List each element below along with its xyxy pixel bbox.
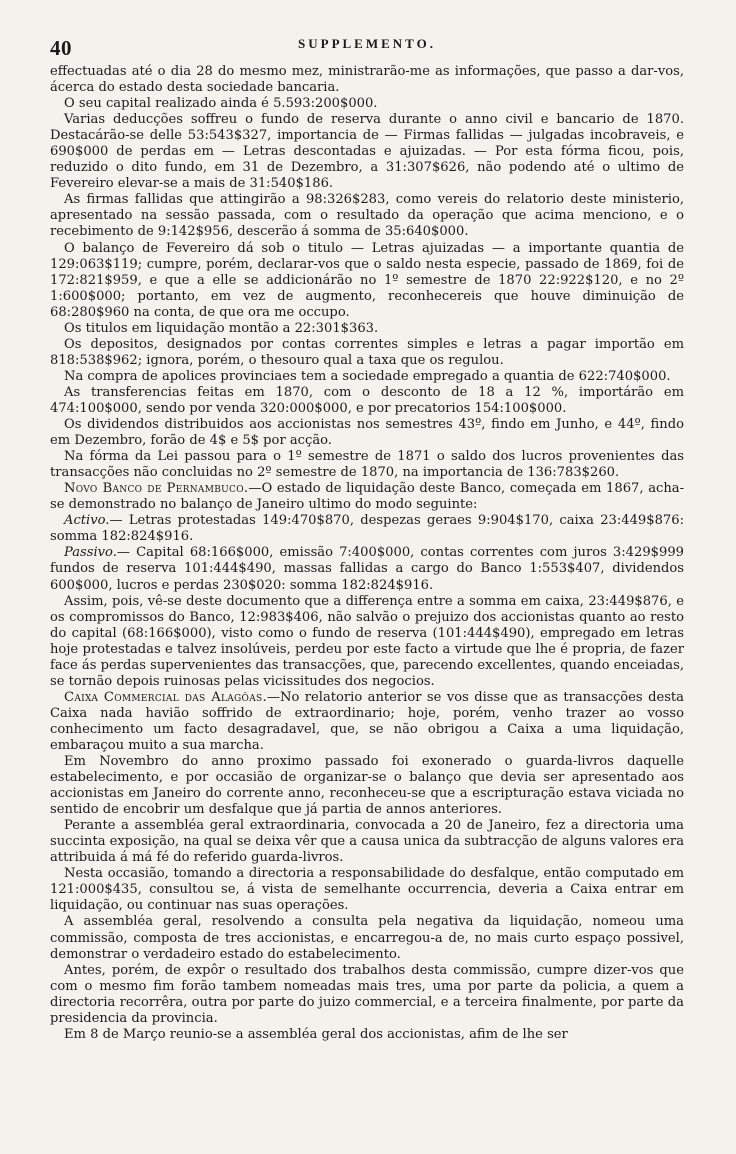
paragraph: Os depositos, designados por contas correntes simples e letras a pagar importão em 818:538$962; ignora, porém, o thesouro qual a taxa que os regulou. [50, 336, 684, 368]
paragraph: Nesta occasião, tomando a directoria a responsabilidade do desfalque, então computado em 121:000$435, consultou se, á vista de semelhante occurrencia, deveria a Caixa entrar em liquidação, ou continuar nas suas operações. [50, 866, 684, 914]
paragraph-activo: Activo.— Letras protestadas 149:470$870, despezas geraes 9:904$170, caixa 23:449$876: somma 182:824$916. [50, 513, 684, 545]
paragraph: As firmas fallidas que attingirão a 98:326$283, como vereis do relatorio deste ministerio, apresentado na sessão passada, com o resultado da operação que acima menciono, e o recebimento de 9:142$956, descerão á somma de 35:640$000. [50, 192, 684, 240]
paragraph: Em Novembro do anno proximo passado foi exonerado o guarda-livros daquelle estabelecimento, e por occasião de organizar-se o balanço que devia ser apresentado aos accionistas em Janeiro do corrente anno, reconheceu-se que a escripturação estava viciada no sentido de encobrir um desfalque que já partia de annos anteriores. [50, 754, 684, 818]
paragraph: Em 8 de Março reunio-se a assembléa geral dos accionistas, afim de lhe ser [64, 1026, 568, 1042]
running-title: SUPPLEMENTO. [298, 36, 436, 51]
paragraph: O balanço de Fevereiro dá sob o titulo — Letras ajuizadas — a importante quantia de 129:063$119; cumpre, porém, declarar-vos que o saldo nesta especie, passado de 1869, foi de 172:821$959, e que a elle se addicionárão no 1º semestre de 1870 22:922$120, e no 2º 1:600$000; portanto, em vez de augmento, reconhecereis que houve diminuição de 68:280$960 na conta, de que ora me occupo. [50, 240, 684, 320]
page-number: 40 [50, 36, 72, 60]
section-paragraph-novo-banco: Novo Banco de Pernambuco.—O estado de liquidação deste Banco, começada em 1867, acha-se demonstrado no balanço de Janeiro ultimo do modo seguinte: [50, 481, 684, 513]
paragraph: Perante a assembléa geral extraordinaria, convocada a 20 de Janeiro, fez a directoria uma succinta exposição, na qual se deixa vêr que a causa unica da subtracção de alguns valores era attribuida á má fé do referido guarda-livros. [50, 818, 684, 866]
paragraph: Na compra de apolices provinciaes tem a sociedade empregado a quantia de 622:740$000. [64, 368, 671, 384]
section-heading: Caixa Commercial das Alagôas. [64, 689, 267, 705]
page-body [50, 64, 684, 1043]
paragraph: O seu capital realizado ainda é 5.593:200$000. [64, 96, 378, 112]
paragraph: As transferencias feitas em 1870, com o desconto de 18 a 12 %, importárão em 474:100$000, sendo por venda 320:000$000, e por precatorios 154:100$000. [50, 384, 684, 416]
paragraph: Assim, pois, vê-se deste documento que a differença entre a somma em caixa, 23:449$876, e os compromissos do Banco, 12:983$406, não salvão o prejuizo dos accionistas quanto ao resto do capital (68:166$000), visto como o fundo de reserva (101:444$490), empregado em letras hoje protestadas e talvez insolúveis, perdeu por este facto a virtude que lhe é propria, de fazer face ás perdas supervenientes das transacções, que, parecendo excellentes, quando enceiadas, se tornão depois ruinosas pelas vicissitudes dos negocios. [50, 593, 684, 689]
section-paragraph-caixa-alagoas: Caixa Commercial das Alagôas.—No relatorio anterior se vos disse que as transacções desta Caixa nada havião soffrido de extraordinario; hoje, porém, venho trazer ao vosso conhecimento um facto desagradavel, que, se não obrigou a Caixa a uma liquidação, embaraçou muito a sua marcha. [50, 689, 684, 753]
page-header [50, 36, 684, 60]
paragraph: A assembléa geral, resolvendo a consulta pela negativa da liquidação, nomeou uma commissão, composta de tres accionistas, e encarregou-a de, no mais curto espaço possivel, demonstrar o verdadeiro estado do estabelecimento. [50, 914, 684, 962]
paragraph: Os titulos em liquidação montão a 22:301$363. [64, 320, 379, 336]
paragraph: Varias deducções soffreu o fundo de reserva durante o anno civil e bancario de 1870. Destacárão-se delle 53:543$327, importancia de — Firmas fallidas — julgadas incobraveis, e 690$000 de perdas em — Letras descontadas e ajuizadas. — Por esta fórma ficou, pois, reduzido o dito fundo, em 31 de Dezembro, a 31:307$626, não podendo até o ultimo de Fevereiro elevar-se a mais de 31:540$186. [50, 112, 684, 192]
paragraph: Antes, porém, de expôr o resultado dos trabalhos desta commissão, cumpre dizer-vos que com o mesmo fim forão tambem nomeadas mais tres, uma por parte da policia, a quem a directoria recorrêra, outra por parte do juizo commercial, e a terceira finalmente, por parte da presidencia da provincia. [50, 962, 684, 1026]
section-heading: Novo Banco de Pernambuco. [64, 481, 249, 497]
paragraph: Os dividendos distribuidos aos accionistas nos semestres 43º, findo em Junho, e 44º, findo em Dezembro, forão de 4$ e 5$ por acção. [50, 417, 684, 449]
paragraph-passivo: Passivo.— Capital 68:166$000, emissão 7:400$000, contas correntes com juros 3:429$999 fundos de reserva 101:444$490, massas fallidas a cargo do Banco 1:553$407, dividendos 600$000, lucros e perdas 230$020: somma 182:824$916. [50, 545, 684, 593]
italic-label: Passivo. [64, 545, 117, 561]
italic-label: Activo. [64, 513, 110, 529]
paragraph: effectuadas até o dia 28 do mesmo mez, ministrarão-me as informações, que passo a dar-vos, ácerca do estado desta sociedade bancaria. [50, 64, 684, 96]
paragraph: Na fórma da Lei passou para o 1º semestre de 1871 o saldo dos lucros provenientes das transacções não concluidas no 2º semestre de 1870, na importancia de 136:783$260. [50, 449, 684, 481]
